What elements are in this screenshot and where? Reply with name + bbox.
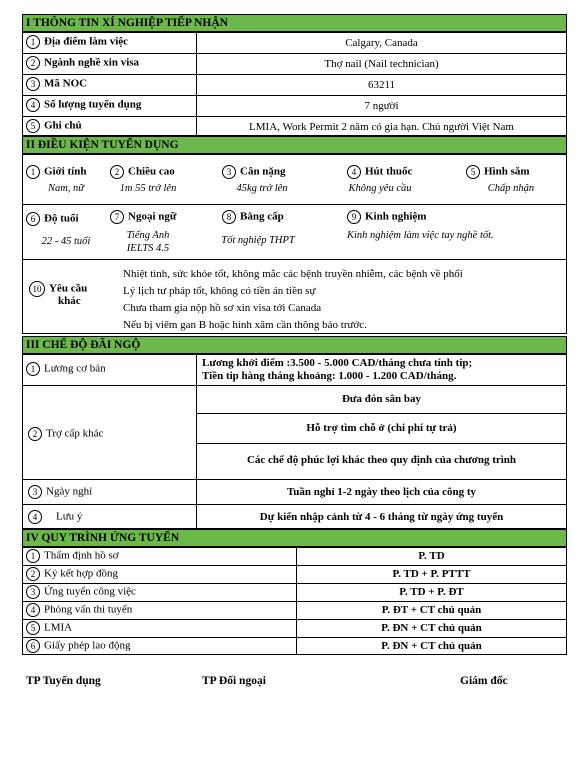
section-1-header [22,14,567,32]
allowance-item-2: Hỗ trợ tìm chỗ ở (chi phí tự trả) [306,422,457,434]
req-height-label: 2 Chiều cao [110,165,175,179]
req-experience-value: Kinh nghiệm làm việc tay nghề tốt. [347,230,494,241]
info-row-job: 2 Ngành nghề xin visa [26,56,139,70]
req-height-value: 1m 55 trở lên [119,183,177,194]
info-row-noc: 3 Mã NOC [26,77,87,91]
location-value: Calgary, Canada [345,37,418,49]
req-other-line-4: Nếu bị viêm gan B hoặc hình xăm cần thông báo trước. [123,319,367,331]
req-other-line-2: Lý lịch tư pháp tốt, không có tiền án tiền sự [123,285,316,297]
section-1-title: I THÔNG TIN XÍ NGHIỆP TIẾP NHẬN [26,17,228,29]
days-off-label: 3 Ngày nghỉ [28,485,92,499]
process-step-2-owner: P. TD + P. PTTT [392,568,471,580]
process-step-4: 4 Phỏng vấn thi tuyển [26,603,132,617]
process-step-3-owner: P. TD + P. ĐT [399,586,464,598]
process-step-3: 3 Ứng tuyển công việc [26,585,136,599]
req-other-line-3: Chưa tham gia nộp hồ sơ xin visa tới Canada [123,302,322,314]
req-age-value: 22 - 45 tuổi [41,236,91,247]
req-other-label-2: khác [58,295,81,307]
days-off-value: Tuần nghỉ 1-2 ngày theo lịch của công ty [286,486,477,498]
process-step-6: 6 Giấy phép lao động [26,639,130,653]
process-step-5-owner: P. ĐN + CT chủ quản [381,622,482,634]
req-language-label: 7 Ngoại ngữ [110,210,176,224]
notice-label: 4 Lưu ý [28,510,82,524]
info-row-quantity: 4 Số lượng tuyển dụng [26,98,141,112]
req-smoking-label: 4 Hút thuốc [347,165,412,179]
req-experience-label: 9 Kinh nghiệm [347,210,426,224]
allowance-item-1: Đưa đón sân bay [341,393,422,405]
req-other-label: 10 Yêu cầu [29,281,87,297]
info-row-note: 5 Ghi chú [26,119,82,133]
req-degree-label: 8 Bằng cấp [222,210,284,224]
process-step-1: 1 Thẩm định hồ sơ [26,549,119,563]
allowance-label: 2 Trợ cấp khác [28,427,103,441]
req-tattoo-label: 5 Hình săm [466,165,530,179]
signature-recruitment-head: TP Tuyển dụng [26,675,101,687]
req-other-line-1: Nhiệt tình, sức khỏe tốt, không mắc các bệnh truyền nhiễm, các bệnh về phổi [123,268,463,280]
req-degree-value: Tốt nghiệp THPT [221,235,295,246]
salary-line-2: Tiền tip hàng tháng khoảng: 1.000 - 1.200 CAD/tháng. [202,370,457,382]
section-3-header [22,336,567,354]
req-language-value-1: Tiếng Anh [126,230,170,241]
signature-director: Giám đốc [460,675,508,687]
salary-label: 1 Lương cơ bản [26,362,106,376]
info-row-location: 1 Địa điểm làm việc [26,35,128,49]
req-weight-label: 3 Cân nặng [222,165,286,179]
process-step-4-owner: P. ĐT + CT chủ quản [381,604,482,616]
noc-value: 63211 [367,79,396,91]
process-step-6-owner: P. ĐN + CT chủ quản [381,640,482,652]
req-gender-value: Nam, nữ [47,183,85,194]
req-gender-label: 1 Giới tính [26,165,86,179]
notice-value: Dự kiến nhập cảnh từ 4 - 6 tháng từ ngày ứng tuyển [259,511,504,523]
req-age-label: 6 Độ tuổi [26,212,79,226]
section-4-header [22,529,567,547]
signature-external-affairs-head: TP Đối ngoại [202,675,266,687]
section-2-title: II ĐIỀU KIỆN TUYỂN DỤNG [26,139,179,151]
process-step-2: 2 Ký kết hợp đồng [26,567,118,581]
process-step-5: 5 LMIA [26,621,72,635]
quantity-value: 7 người [364,100,399,112]
salary-line-1: Lương khởi điểm :3.500 - 5.000 CAD/tháng chưa tính tip; [202,357,473,369]
req-smoking-value: Không yêu cầu [348,183,412,194]
job-value: Thợ nail (Nail technician) [324,58,439,70]
section-3-title: III CHẾ ĐỘ ĐÃI NGỘ [26,339,141,351]
req-tattoo-value: Chấp nhận [487,183,535,194]
section-4-title: IV QUY TRÌNH ỨNG TUYỂN [26,532,180,544]
allowance-item-3: Các chế độ phúc lợi khác theo quy định của chương trình [246,454,517,466]
section-2-header [22,136,567,154]
process-step-1-owner: P. TD [418,550,445,562]
note-value: LMIA, Work Permit 2 năm có gia hạn. Chủ người Việt Nam [249,121,514,133]
req-language-value-2: IELTS 4.5 [126,243,170,254]
req-weight-value: 45kg trở lên [236,183,288,194]
